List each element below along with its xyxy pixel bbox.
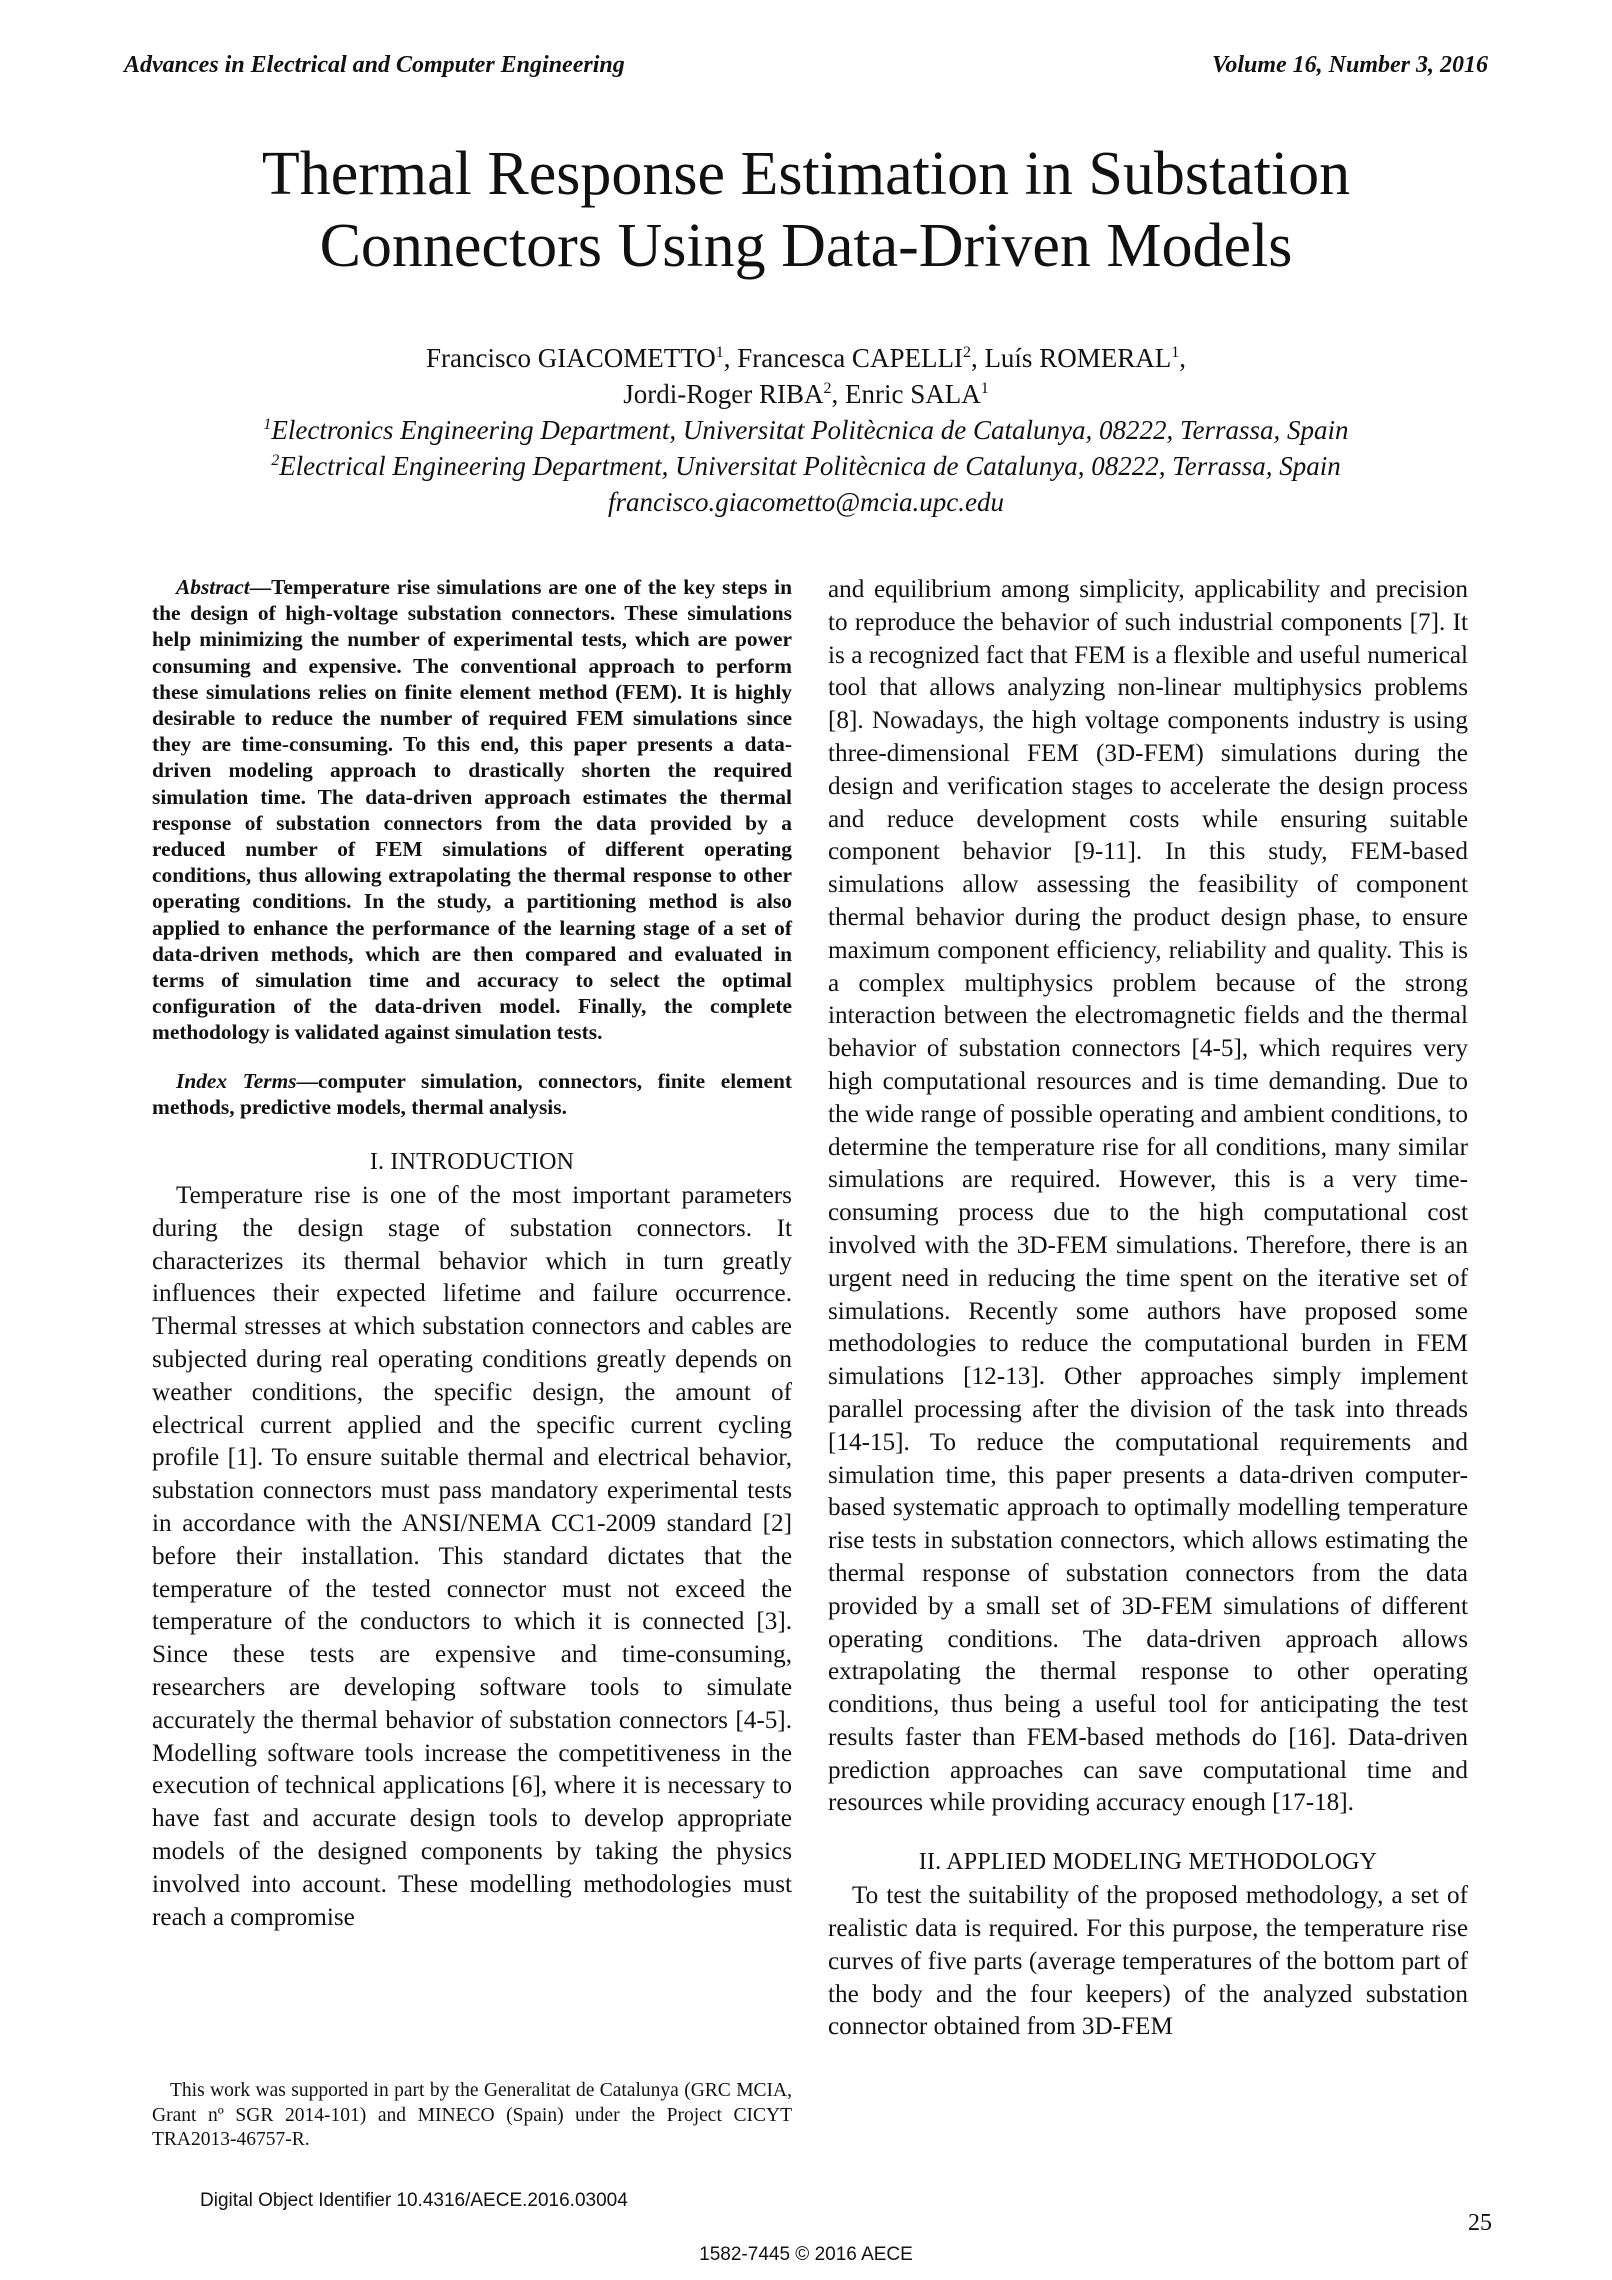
author-name: Luís ROMERAL [984, 343, 1172, 373]
heading-initial: M [1052, 1849, 1075, 1876]
affiliation-marker: 1 [263, 416, 272, 433]
author-separator: , [1179, 343, 1186, 373]
heading-initial: M [1188, 1849, 1210, 1876]
footnote-text: This work was supported in part by the Generalitat de Catalunya (GRC MCIA, Grant nº SGR 2014-101) and MINECO (Spain) under the Project CICYT TRA2013-46757-R. [152, 2080, 792, 2150]
affiliation-marker: 1 [980, 380, 989, 397]
paper-title [100, 138, 1512, 282]
volume-info: Volume 16, Number 3, 2016 [1211, 52, 1488, 78]
heading-rest: ETHODOLOGY [1209, 1849, 1378, 1876]
index-terms [152, 1068, 792, 1120]
affiliation-1 [100, 412, 1512, 448]
abstract-text: —Temperature rise simulations are one of the key steps in the design of high-voltage substation connectors. These simulations help minimizing the number of experimental tests, which are power consuming and expensive. The conventional approach to perform these simulations relies on finite element method (FEM). It is highly desirable to reduce the number of required FEM simulations since they are time-consuming. To this end, this paper presents a data-driven modeling approach to drastically shorten the required simulation time. The data-driven approach estimates the thermal response of substation connectors from the data provided by a reduced number of FEM simulations of different operating conditions, thus allowing extrapolating the thermal response to other operating conditions. In the study, a partitioning method is also applied to enhance the performance of the learning stage of a set of data-driven methods, which are then compared and evaluated in terms of simulation time and accuracy to select the optimal configuration of the data-driven model. Finally, the complete methodology is validated against simulation tests. [152, 575, 792, 1045]
author-separator: , [831, 379, 845, 409]
affiliation-marker: 2 [823, 380, 832, 397]
author-separator: , [970, 343, 985, 373]
section-numeral: II. [918, 1849, 947, 1876]
heading-initial: I [390, 1149, 399, 1176]
author-name: Enric SALA [845, 379, 981, 409]
author-line-1 [100, 340, 1512, 376]
abstract-label: Abstract [176, 575, 250, 599]
introduction-paragraph-continued: and equilibrium among simplicity, applicability and precision to reproduce the behavior of such industrial components [7]. It is a recognized fact that FEM is a flexible and useful numerical tool that allows analyzing non-linear multiphysics problems [8]. Nowadays, the high voltage components industry is using three-dimensional FEM (3D-FEM) simulations during the design and verification stages to accelerate the design process and reduce development costs while ensuring suitable component behavior [9-11]. In this study, FEM-based simulations allow assessing the feasibility of component thermal behavior during the product design phase, to ensure maximum component efficiency, reliability and quality. This is a complex multiphysics problem because of the strong interaction between the electromagnetic fields and the thermal behavior of substation connectors [4-5], which requires very high computational resources and is time demanding. Due to the wide range of possible operating and ambient conditions, to determine the temperature rise for all conditions, many similar simulations are required. However, this is a very time-consuming process due to the high computational cost involved with the 3D-FEM simulations. Therefore, there is an urgent need in reducing the time spent on the iterative set of simulations. Recently some authors have proposed some methodologies to reduce the computational burden in FEM simulations [12-13]. Other approaches simply implement parallel processing after the division of the task into threads [14-15]. To reduce the computational requirements and simulation time, this paper presents a data-driven computer-based systematic approach to optimally modelling temperature rise tests in substation connectors, which allows estimating the thermal response of substation connectors from the data provided by a small set of 3D-FEM simulations of different operating conditions. The data-driven approach allows extrapolating the thermal response to other operating conditions, thus being a useful tool for anticipating the test results faster than FEM-based methods do [16]. Data-driven prediction approaches can save computational time and resources while providing accuracy enough [17-18]. [828, 576, 1468, 1817]
left-column [152, 574, 792, 1934]
author-name: Francesca CAPELLI [737, 343, 963, 373]
abstract [152, 574, 792, 1046]
author-name: Jordi-Roger RIBA [623, 379, 824, 409]
section-heading-methodology [828, 1846, 1468, 1878]
right-column [828, 574, 1468, 2044]
affiliation-marker: 2 [962, 344, 971, 361]
doi-line[interactable]: Digital Object Identifier 10.4316/AECE.2016.03004 [200, 2190, 628, 2211]
author-name: Francisco GIACOMETTO [426, 343, 716, 373]
funding-footnote [152, 2079, 792, 2153]
issn-copyright: 1582-7445 © 2016 AECE [699, 2244, 913, 2265]
heading-rest: NTRODUCTION [398, 1149, 575, 1176]
affiliation-marker: 1 [1171, 344, 1180, 361]
index-terms-label: Index Terms [176, 1068, 297, 1093]
affiliation-marker: 1 [715, 344, 724, 361]
page-number: 25 [1468, 2210, 1492, 2236]
heading-rest: PPLIED [963, 1849, 1053, 1876]
heading-initial: A [946, 1849, 964, 1876]
affiliation-2 [100, 448, 1512, 484]
affiliation-text: Electronics Engineering Department, Universitat Politècnica de Catalunya, 08222, Terrassa, Spain [271, 415, 1349, 445]
paper-title-line-1: Thermal Response Estimation in Substation [261, 140, 1351, 208]
author-block [100, 340, 1512, 520]
introduction-paragraph: Temperature rise is one of the most important parameters during the design stage of substation connectors. It characterizes its thermal behavior which in turn greatly influences their expected lifetime and failure occurrence. Thermal stresses at which substation connectors and cables are subjected during real operating conditions greatly depends on weather conditions, the specific design, the amount of electrical current applied and the specific current cycling profile [1]. To ensure suitable thermal and electrical behavior, substation connectors must pass mandatory experimental tests in accordance with the ANSI/NEMA CC1-2009 standard [2] before their installation. This standard dictates that the temperature of the tested connector must not exceed the temperature of the conductors to which it is connected [3]. Since these tests are expensive and time-consuming, researchers are developing software tools to simulate accurately the thermal behavior of substation connectors [4-5]. Modelling software tools increase the competitiveness in the execution of technical applications [6], where it is necessary to have fast and accurate design tools to develop appropriate models of the designed components by taking the physics involved into account. These modelling methodologies must reach a compromise [152, 1182, 792, 1931]
methodology-paragraph: To test the suitability of the proposed methodology, a set of realistic data is required. For this purpose, the temperature rise curves of five parts (average temperatures of the bottom part of the body and the four keepers) of the analyzed substation connector obtained from 3D-FEM [828, 1882, 1468, 2041]
heading-rest: ODELING [1074, 1849, 1189, 1876]
contact-email[interactable]: francisco.giacometto@mcia.upc.edu [608, 487, 1004, 517]
author-separator: , [723, 343, 738, 373]
index-terms-text: —computer simulation, connectors, finite element methods, predictive models, thermal analysis. [152, 1068, 792, 1119]
paper-title-line-2: Connectors Using Data-Driven Models [319, 212, 1293, 280]
journal-name: Advances in Electrical and Computer Engineering [124, 52, 625, 78]
author-line-2 [100, 376, 1512, 412]
section-numeral: I. [369, 1149, 391, 1176]
affiliation-marker: 2 [271, 452, 280, 469]
affiliation-text: Electrical Engineering Department, Universitat Politècnica de Catalunya, 08222, Terrassa, Spain [279, 451, 1341, 481]
section-heading-introduction [152, 1146, 792, 1178]
running-head [124, 52, 1488, 79]
